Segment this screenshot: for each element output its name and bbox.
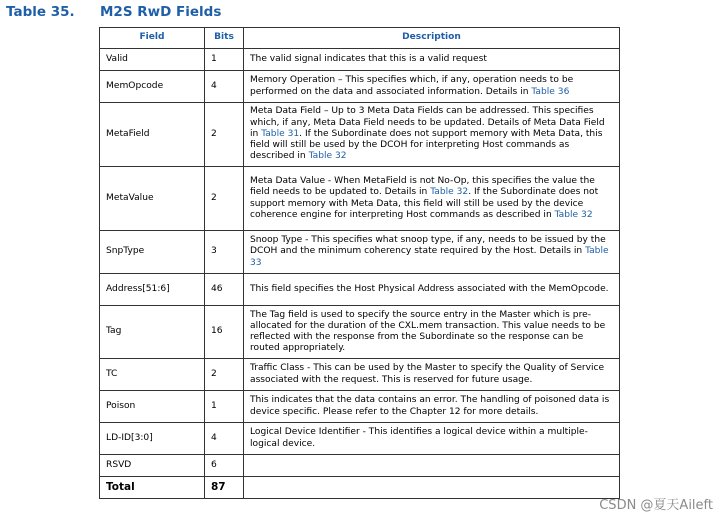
table-row bbox=[100, 167, 620, 231]
table-row bbox=[100, 71, 620, 103]
description-cell bbox=[244, 231, 620, 274]
description-text: The Tag field is used to specify the source entry in the Master which is pre-allocated for the duration of the CXL.mem transaction. This value needs to be reflected with the response from the Subordinate so the response can be routed appropriately. bbox=[250, 309, 606, 354]
table-reference-link[interactable]: Table 32 bbox=[430, 187, 469, 198]
table-number: Table 35. bbox=[6, 4, 75, 20]
table-row bbox=[100, 49, 620, 71]
description-text: Meta Data Value - When MetaField is not No-Op, this specifies the value the field needs to be updated to. Details in bbox=[250, 176, 595, 198]
column-header-description: Description bbox=[244, 28, 620, 49]
description-cell bbox=[244, 274, 620, 306]
field-cell: Poison bbox=[100, 391, 205, 423]
table-title: M2S RwD Fields bbox=[100, 4, 222, 20]
table-reference-link[interactable]: Table 33 bbox=[250, 246, 609, 268]
field-cell: LD-ID[3:0] bbox=[100, 423, 205, 455]
field-cell: Address[51:6] bbox=[100, 274, 205, 306]
field-cell: Tag bbox=[100, 306, 205, 359]
table-reference-link[interactable]: Table 32 bbox=[308, 151, 347, 162]
description-text: This indicates that the data contains an error. The handling of poisoned data is device specific. Please refer to the Chapter 12 for more details. bbox=[250, 395, 610, 417]
description-cell bbox=[244, 103, 620, 167]
table-row bbox=[100, 306, 620, 359]
description-cell bbox=[244, 49, 620, 71]
table-row bbox=[100, 103, 620, 167]
table-row bbox=[100, 274, 620, 306]
description-cell bbox=[244, 306, 620, 359]
bits-cell: 46 bbox=[205, 274, 244, 306]
watermark: CSDN @夏天Aileft bbox=[599, 498, 713, 513]
bits-cell: 4 bbox=[205, 423, 244, 455]
total-row bbox=[100, 477, 620, 499]
table-reference-link[interactable]: Table 32 bbox=[554, 209, 593, 220]
description-cell bbox=[244, 455, 620, 477]
header-row bbox=[100, 28, 620, 49]
description-cell bbox=[244, 71, 620, 103]
field-cell: Valid bbox=[100, 49, 205, 71]
description-cell bbox=[244, 359, 620, 391]
field-cell: MemOpcode bbox=[100, 71, 205, 103]
description-text: Memory Operation – This specifies which, if any, operation needs to be performed on the data and associated information. Details in bbox=[250, 75, 574, 97]
description-text: The valid signal indicates that this is a valid request bbox=[250, 53, 487, 64]
column-header-bits: Bits bbox=[205, 28, 244, 49]
field-cell: MetaValue bbox=[100, 167, 205, 231]
bits-cell: 2 bbox=[205, 359, 244, 391]
description-cell bbox=[244, 167, 620, 231]
description-text: . If the Subordinate does not support memory with Meta Data, this field will still be used by the device coherence engine for interpreting Host commands as described in bbox=[250, 187, 599, 220]
fields-table bbox=[99, 27, 620, 499]
description-text: Traffic Class - This can be used by the Master to specify the Quality of Service associated with the request. This is reserved for future usage. bbox=[250, 363, 605, 385]
table-row bbox=[100, 455, 620, 477]
total-bits: 87 bbox=[205, 477, 244, 499]
bits-cell: 2 bbox=[205, 167, 244, 231]
field-cell: RSVD bbox=[100, 455, 205, 477]
description-text: Logical Device Identifier - This identifies a logical device within a multiple-logical device. bbox=[250, 427, 588, 449]
description-text: . If the Subordinate does not support memory with Meta Data, this field will still be used by the DCOH for interpreting Host commands as described in bbox=[250, 128, 603, 162]
field-cell: TC bbox=[100, 359, 205, 391]
description-text: Snoop Type - This specifies what snoop type, if any, needs to be issued by the DCOH and the minimum coherency state required by the Host. Details in bbox=[250, 235, 606, 257]
field-cell: SnpType bbox=[100, 231, 205, 274]
table-row bbox=[100, 231, 620, 274]
total-label: Total bbox=[100, 477, 205, 499]
description-cell bbox=[244, 423, 620, 455]
table-row bbox=[100, 391, 620, 423]
table-row bbox=[100, 359, 620, 391]
bits-cell: 3 bbox=[205, 231, 244, 274]
description-cell bbox=[244, 477, 620, 499]
bits-cell: 4 bbox=[205, 71, 244, 103]
bits-cell: 6 bbox=[205, 455, 244, 477]
table-row bbox=[100, 423, 620, 455]
bits-cell: 1 bbox=[205, 391, 244, 423]
table-caption bbox=[6, 4, 221, 22]
bits-cell: 16 bbox=[205, 306, 244, 359]
description-text: This field specifies the Host Physical Address associated with the MemOpcode. bbox=[250, 283, 609, 294]
description-text: Meta Data Field – Up to 3 Meta Data Fields can be addressed. This specifies which, if any, Meta Data Field needs to be updated. Details of Meta Data Field in bbox=[250, 106, 605, 139]
table-reference-link[interactable]: Table 36 bbox=[531, 86, 570, 97]
bits-cell: 1 bbox=[205, 49, 244, 71]
description-cell bbox=[244, 391, 620, 423]
table-reference-link[interactable]: Table 31 bbox=[261, 128, 300, 139]
bits-cell: 2 bbox=[205, 103, 244, 167]
field-cell: MetaField bbox=[100, 103, 205, 167]
column-header-field: Field bbox=[100, 28, 205, 49]
